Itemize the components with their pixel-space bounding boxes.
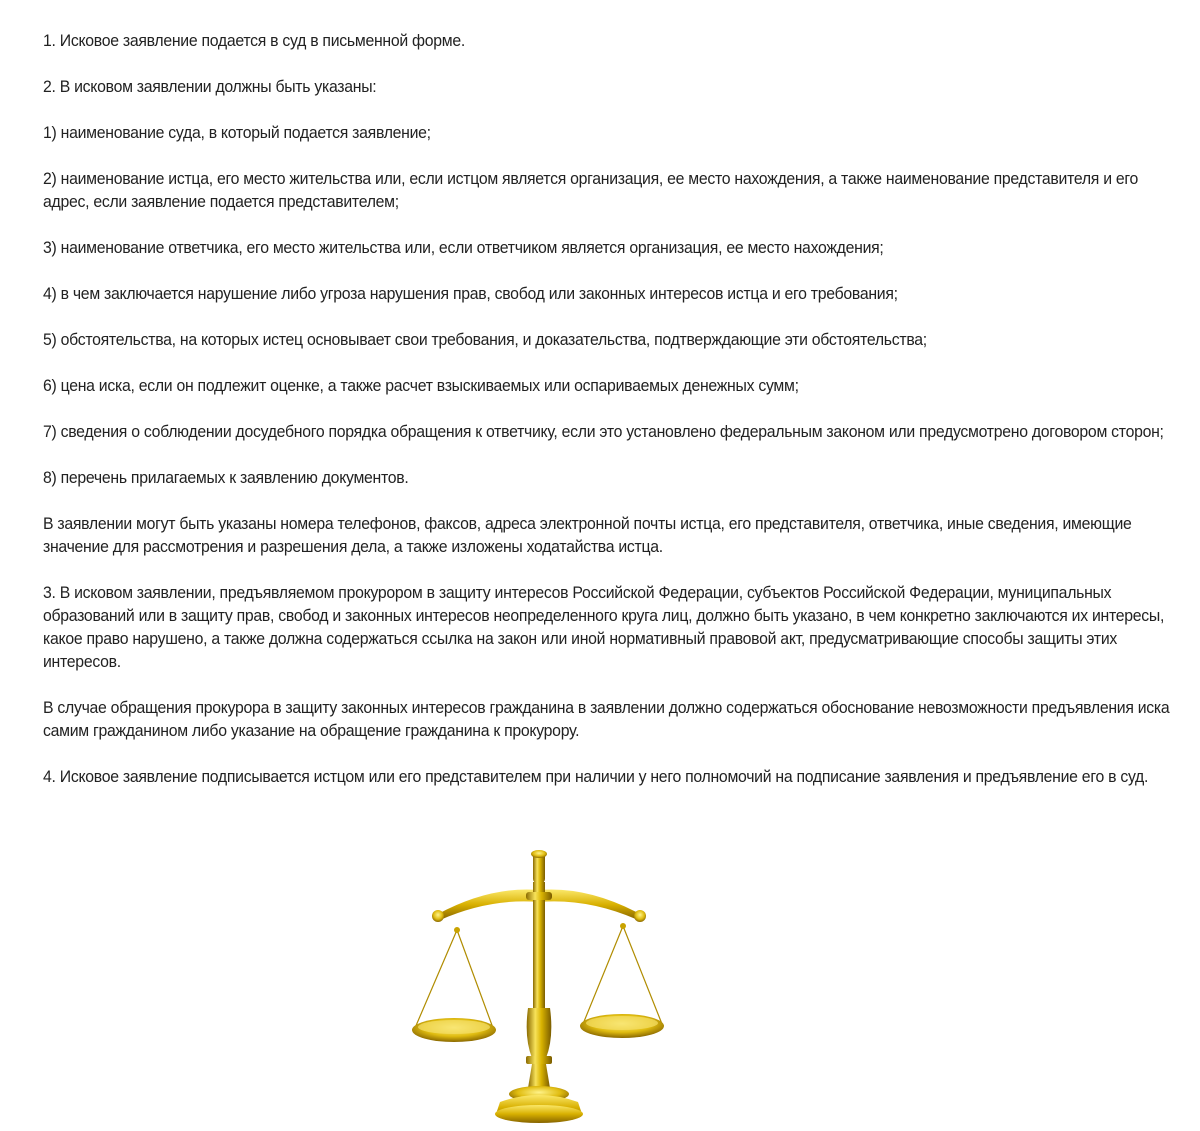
paragraph-2: 2. В исковом заявлении должны быть указаны: — [43, 77, 377, 96]
paragraph-optional-info: В заявлении могут быть указаны номера телефонов, факсов, адреса электронной почты истца, его представителя, ответчика, иные сведения, имеющие значение для рассмотрения и разрешения дела, а также изложены ходатайства истца. — [43, 514, 1132, 556]
scales-of-justice-icon — [400, 848, 680, 1126]
paragraph-1: 1. Исковое заявление подается в суд в письменной форме. — [43, 31, 466, 50]
document-body — [43, 29, 1178, 811]
list-item-7: 7) сведения о соблюдении досудебного порядка обращения к ответчику, если это установлено федеральным законом или предусмотрено договором сторон; — [43, 422, 1164, 441]
paragraph-prosecutor: В случае обращения прокурора в защиту законных интересов гражданина в заявлении должно содержаться обоснование невозможности предъявления иска самим гражданином либо указание на обращение гражданина к прокурору. — [43, 698, 1170, 740]
list-item-6: 6) цена иска, если он подлежит оценке, а также расчет взыскиваемых или оспариваемых денежных сумм; — [43, 376, 799, 395]
list-item-5: 5) обстоятельства, на которых истец основывает свои требования, и доказательства, подтверждающие эти обстоятельства; — [43, 330, 927, 349]
list-item-2: 2) наименование истца, его место жительства или, если истцом является организация, ее место нахождения, а также наименование представителя и его адрес, если заявление подается представителем; — [43, 169, 1139, 211]
list-item-1: 1) наименование суда, в который подается заявление; — [43, 123, 431, 142]
list-item-4: 4) в чем заключается нарушение либо угроза нарушения прав, свобод или законных интересов истца и его требования; — [43, 284, 898, 303]
list-item-8: 8) перечень прилагаемых к заявлению документов. — [43, 468, 409, 487]
list-item-3: 3) наименование ответчика, его место жительства или, если ответчиком является организация, ее место нахождения; — [43, 238, 884, 257]
paragraph-4: 4. Исковое заявление подписывается истцом или его представителем при наличии у него полномочий на подписание заявления и предъявление его в суд. — [43, 767, 1149, 786]
paragraph-3: 3. В исковом заявлении, предъявляемом прокурором в защиту интересов Российской Федерации, субъектов Российской Федерации, муниципальных образований или в защиту прав, свобод и законных интересов неопределенного круга лиц, должно быть указано, в чем конкретно заключаются их интересы, какое право нарушено, а также должна содержаться ссылка на закон или иной нормативный правовой акт, предусматривающие способы защиты этих интересов. — [43, 583, 1165, 671]
